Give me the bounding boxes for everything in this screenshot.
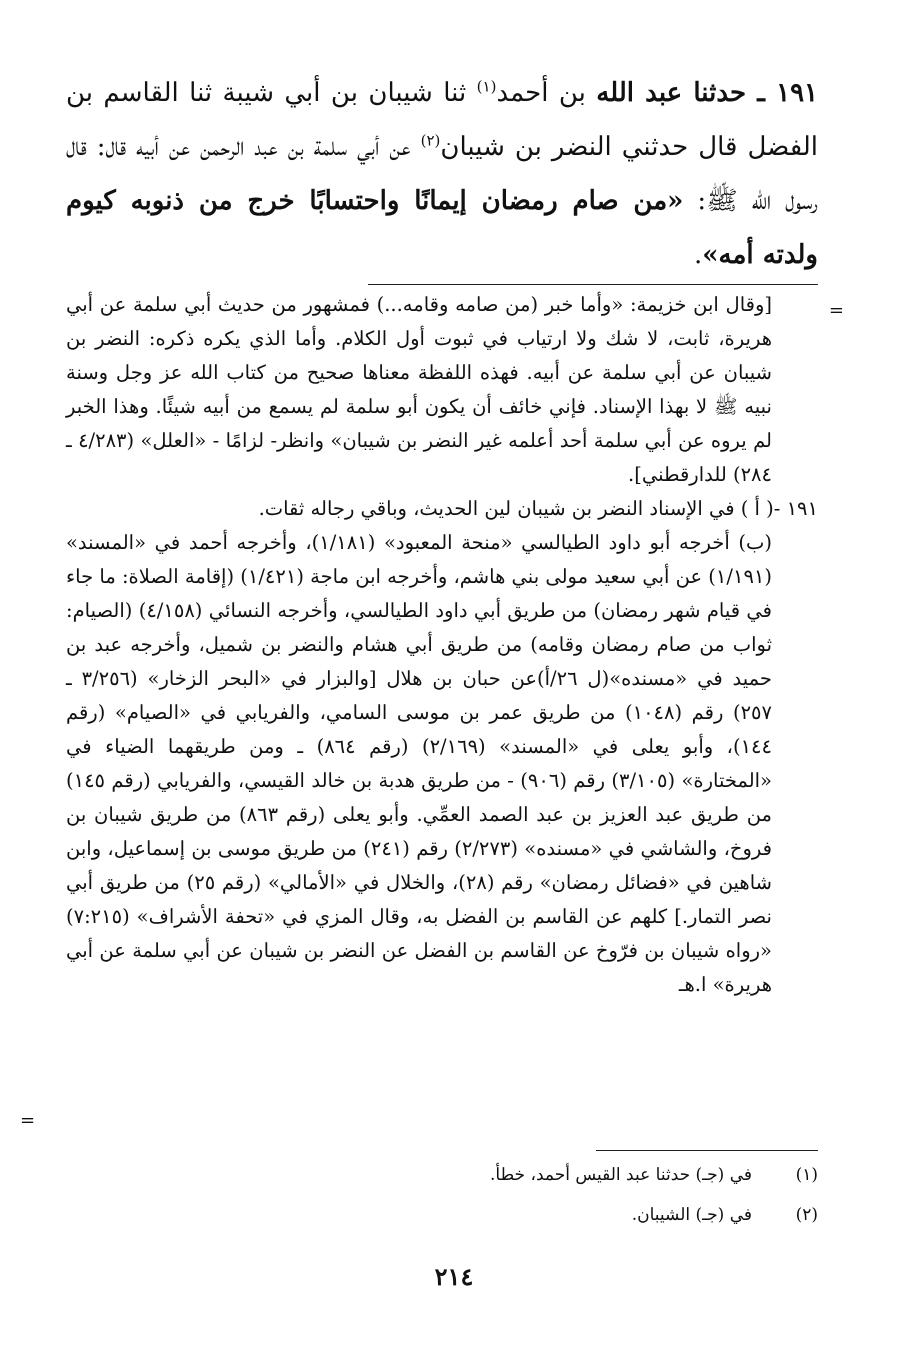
note-a-marker: ١٩١ -( أ ) bbox=[740, 497, 818, 520]
ibn-khuzaymah-quote: [وقال ابن خزيمة: «وأما خبر (من صامه وقامه...) فمشهور من حديث أبي سلمة عن أبي هريرة، ثابت، لا شك ولا ارتياب في ثبوت أول الكلام. وأما الذي يكره ذكره: النضر بن شيبان عن أبي سلمة عن أبيه. فهذه اللفظة معناها صحيح من كتاب الله عز وجل وسنة نبيه ﷺ لا بهذا الإسناد. فإني خائف أن يكون أبو سلمة لم يسمع من أبيه شيئًا. وهذا الخبر لم يروه عن أبي سلمة أحد أعلمه غير النضر بن شيبان» وانظر- لزامًا - «العلل» (٤/٢٨٣ ـ ٢٨٤) للدارقطني]. bbox=[66, 293, 772, 486]
continues-marker: = bbox=[20, 1110, 36, 1131]
note-a-text: في الإسناد النضر بن شيبان لين الحديث، وباقي رجاله ثقات. bbox=[258, 497, 741, 520]
ibn-khuzaymah-block bbox=[66, 288, 844, 492]
narrator-bold: حدثنا عبد الله bbox=[596, 78, 758, 108]
footnote-ref-1[interactable]: (١) bbox=[476, 77, 497, 96]
footnote-text: في (جـ) حدثنا عبد القيس أحمد، خطأ. bbox=[490, 1165, 752, 1185]
hadith-text-part: عن أبي سلمة بن عبد الرحمن عن أبيه قال: قال رسول الله ﷺ: bbox=[66, 132, 819, 216]
hadith-end: . bbox=[694, 240, 703, 270]
hadith-text bbox=[66, 66, 818, 282]
footnote-2 bbox=[66, 1195, 818, 1235]
footnotes bbox=[66, 1155, 818, 1235]
footnote-text: في (جـ) الشيبان. bbox=[631, 1205, 752, 1225]
hadith-text-part: ثنا شيبان بن أبي شيبة ثنا القاسم بن الفضل قال حدثني النضر بن شيبان bbox=[66, 78, 818, 162]
footnote-divider bbox=[596, 1150, 818, 1151]
footnote-ref-2[interactable]: (٢) bbox=[420, 131, 441, 150]
note-b-block bbox=[66, 526, 818, 1002]
commentary-section bbox=[66, 288, 844, 1002]
hadith-quote: «من صام رمضان إيمانًا واحتسابًا خرج من ذنوبه كيوم ولدته أمه» bbox=[66, 186, 818, 270]
hadith-text-part: بن أحمد bbox=[496, 78, 597, 108]
note-a bbox=[66, 492, 818, 526]
commentary-divider bbox=[368, 284, 818, 285]
hadith-number: ١٩١ ـ bbox=[757, 78, 819, 108]
page-number: ٢١٤ bbox=[434, 1262, 474, 1291]
footnote-1 bbox=[66, 1155, 818, 1195]
note-b-text: (ب) أخرجه أبو داود الطيالسي «منحة المعبود» (١/١٨١)، وأخرجه أحمد في «المسند» (١/١٩١) عن أبي سعيد مولى بني هاشم، وأخرجه ابن ماجة (١/٤٢١) (إقامة الصلاة: ما جاء في قيام شهر رمضان) من طريق أبي داود الطيالسي، وأخرجه النسائي (٤/١٥٨) (الصيام: ثواب من صام رمضان وقامه) من طريق أبي هشام والنضر بن شميل، وأخرجه عبد بن حميد في «مسنده»(ل ٢٦/أ)عن حبان بن هلال [والبزار في «البحر الزخار» (٣/٢٥٦ ـ ٢٥٧) رقم (١٠٤٨) من طريق عمر بن موسى السامي، والفريابي في «الصيام» (رقم ١٤٤)، وأبو يعلى في «المسند» (٢/١٦٩) (رقم ٨٦٤) ـ ومن طريقهما الضياء في «المختارة» (٣/١٠٥) رقم (٩٠٦) - من طريق هدبة بن خالد القيسي، والفريابي (رقم ١٤٥) من طريق عبد العزيز بن عبد الصمد العمِّي. وأبو يعلى (رقم ٨٦٣) من طريق شيبان بن فروخ، والشاشي في «مسنده» (٢/٢٧٣) رقم (٢٤١) من طريق موسى بن إسماعيل، وابن شاهين في «فضائل رمضان» رقم (٢٨)، والخلال في «الأمالي» (رقم ٢٥) من طريق أبي نصر التمار.] كلهم عن القاسم بن الفضل به، وقال المزي في «تحفة الأشراف» (٧:٢١٥) «رواه شيبان بن فرّوخ عن القاسم بن الفضل عن النضر بن شيبان عن أبي سلمة عن أبي هريرة» ا.هـ bbox=[66, 531, 772, 996]
footnote-number: (٢) bbox=[795, 1205, 818, 1225]
footnote-number: (١) bbox=[795, 1165, 818, 1185]
continuation-marker: = bbox=[828, 300, 844, 321]
